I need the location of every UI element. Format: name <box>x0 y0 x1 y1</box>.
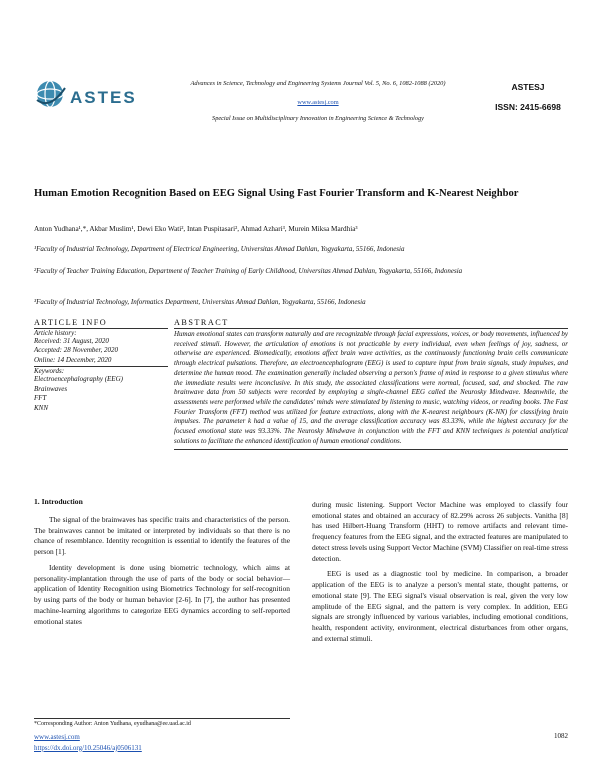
article-info <box>34 318 168 413</box>
affiliation-3: ³Faculty of Industrial Technology, Informatics Department, Universitas Ahmad Dahlan, Yogyakarta, 55166, Indonesia <box>34 298 366 306</box>
paragraph: during music listening. Support Vector Machine was employed to classify four emotional states and obtained an accuracy of 82.29% across 26 subjects. Vanitha [8] has used Hilbert-Huang Transform (HHT) to remove artifacts and relevant time-frequency features from the EEG signal, and the extracted features are manipulated to detect stress levels using Support Vector Machine (SVM) Classifier on real-time stress detection. <box>312 500 568 563</box>
keyword: FFT <box>34 394 47 403</box>
keywords-title: Keywords: <box>34 367 65 376</box>
badge-name: ASTESJ <box>511 82 545 92</box>
keyword: KNN <box>34 403 49 412</box>
journal-header <box>34 60 568 130</box>
history-accepted: Accepted: 28 November, 2020 <box>34 346 118 355</box>
corresponding-author-footnote: *Corresponding Author: Anton Yudhana, eyudhana@ee.uad.ac.id <box>34 718 290 727</box>
abstract-heading: ABSTRACT <box>174 318 568 329</box>
logo-text: ASTES <box>70 88 137 107</box>
body-column-right <box>312 500 568 650</box>
body-column-left <box>34 496 290 632</box>
footer-site-link[interactable]: www.astesj.com <box>34 733 80 741</box>
doi-link[interactable]: https://dx.doi.org/10.25046/aj0506131 <box>34 743 142 752</box>
journal-line: Advances in Science, Technology and Engineering Systems Journal Vol. 5, No. 6, 1082-1088 (2020) <box>190 80 446 87</box>
history-title: Article history: <box>34 329 77 337</box>
history-received: Received: 31 August, 2020 <box>34 337 109 345</box>
journal-info <box>146 80 490 124</box>
special-issue: Special Issue on Multidisciplinary Innovation in Engineering Science & Technology <box>212 114 424 122</box>
keyword: Electroencephalography (EEG) <box>34 375 123 384</box>
page-footer <box>34 732 568 753</box>
section-heading-introduction: 1. Introduction <box>34 497 83 506</box>
article-history <box>34 329 168 367</box>
abstract-text: Human emotional states can transform naturally and are recognizable through facial expressions, voices, or body movements, influenced by received stimuli. However, the articulation of emotions is not practicable by every individual, even when feelings of joy, sadness, or otherwise are experienced. Biomedically, emotions affect brain wave activities, as the continuously functioning brain cells communicate through electrical pulsations. Therefore, an electroencephalogram (EEG) is used to capture input from brain signals, study impulses, and determine the human mood. The examination generally included observing a person's frame of mind in response to a given stimulus where the immediate results were inconclusive. In this study, the associated classifications were normal, focused, sad, and shocked. The raw brainwave data from 50 subjects were recorded by employing a single-channel EEG called the Neurosky Mindwave. Meanwhile, the assessments were performed while the candidates' minds were stimulated by listening to music, watching videos, or reading books. The Fast Fourier Transform (FFT) method was utilized for feature extractions, along with the K-nearest neighbours (K-NN) for classifying brain impulses. The parameter k had a value of 15, and the average classification accuracy was 83.33%, while the highest accuracy for the focused emotional state was 93.33%. The Neurosky Mindwave in conjunction with the FFT and KNN techniques is potential analytical solutions to facilitate the enhanced identification of human emotional conditions. <box>174 329 568 450</box>
paragraph: The signal of the brainwaves has specific traits and characteristics of the person. The brainwaves cannot be imitated or interpreted by individuals so that there is no chance of resemblance. Identity recognition is essential to identify the features of the person [1]. <box>34 515 290 557</box>
issn: ISSN: 2415-6698 <box>495 102 561 112</box>
abstract <box>174 318 568 450</box>
paragraph: EEG is used as a diagnostic tool by medicine. In comparison, a broader application of the EEG is to analyze a person's mental state, thought patterns, or emotional state [9]. The EEG signal's visual observation is real, given the very low amplitude of the EEG signal, and the pattern is very complex. In addition, EEG signals are strongly influenced by various variables, including emotional conditions, health, respondent activity, environment, electrical disturbances from other organs, and external stimuli. <box>312 569 568 643</box>
astes-logo <box>34 74 144 114</box>
keywords <box>34 367 168 413</box>
page-number: 1082 <box>554 732 568 740</box>
paragraph: Identity development is done using biometric technology, which aims at personality-implantation through the use of parts of the body or social behavior—application of Identity Recognition using Biometrics Technology for self-recognition by using parts of the body or human behavior [2-6]. In [7], the author has presented machine-learning algorithms to categorize EEG dynamics according to self-reported emotional states <box>34 562 290 626</box>
affiliation-1: ¹Faculty of Industrial Technology, Department of Electrical Engineering, Universitas Ahmad Dahlan, Yogyakarta, 55166, Indonesia <box>34 245 405 253</box>
history-online: Online: 14 December, 2020 <box>34 355 112 364</box>
affiliation-2: ²Faculty of Teacher Training Education, Department of Teacher Training of Early Childhood, Universitas Ahmad Dahlan, Yogyakarta, 55166, Indonesia <box>34 267 463 275</box>
keyword: Brainwaves <box>34 384 68 393</box>
paper-title: Human Emotion Recognition Based on EEG Signal Using Fast Fourier Transform and K-Nearest Neighbor <box>34 188 519 199</box>
journal-badge <box>488 82 568 112</box>
article-info-heading: ARTICLE INFO <box>34 318 168 329</box>
globe-logo-icon <box>34 74 68 114</box>
author-list: Anton Yudhana¹,*, Akbar Muslim¹, Dewi Eko Wati², Intan Puspitasari², Ahmad Azhari³, Murein Miksa Mardhia³ <box>34 225 358 233</box>
journal-url-link[interactable]: www.astesj.com <box>297 98 339 106</box>
